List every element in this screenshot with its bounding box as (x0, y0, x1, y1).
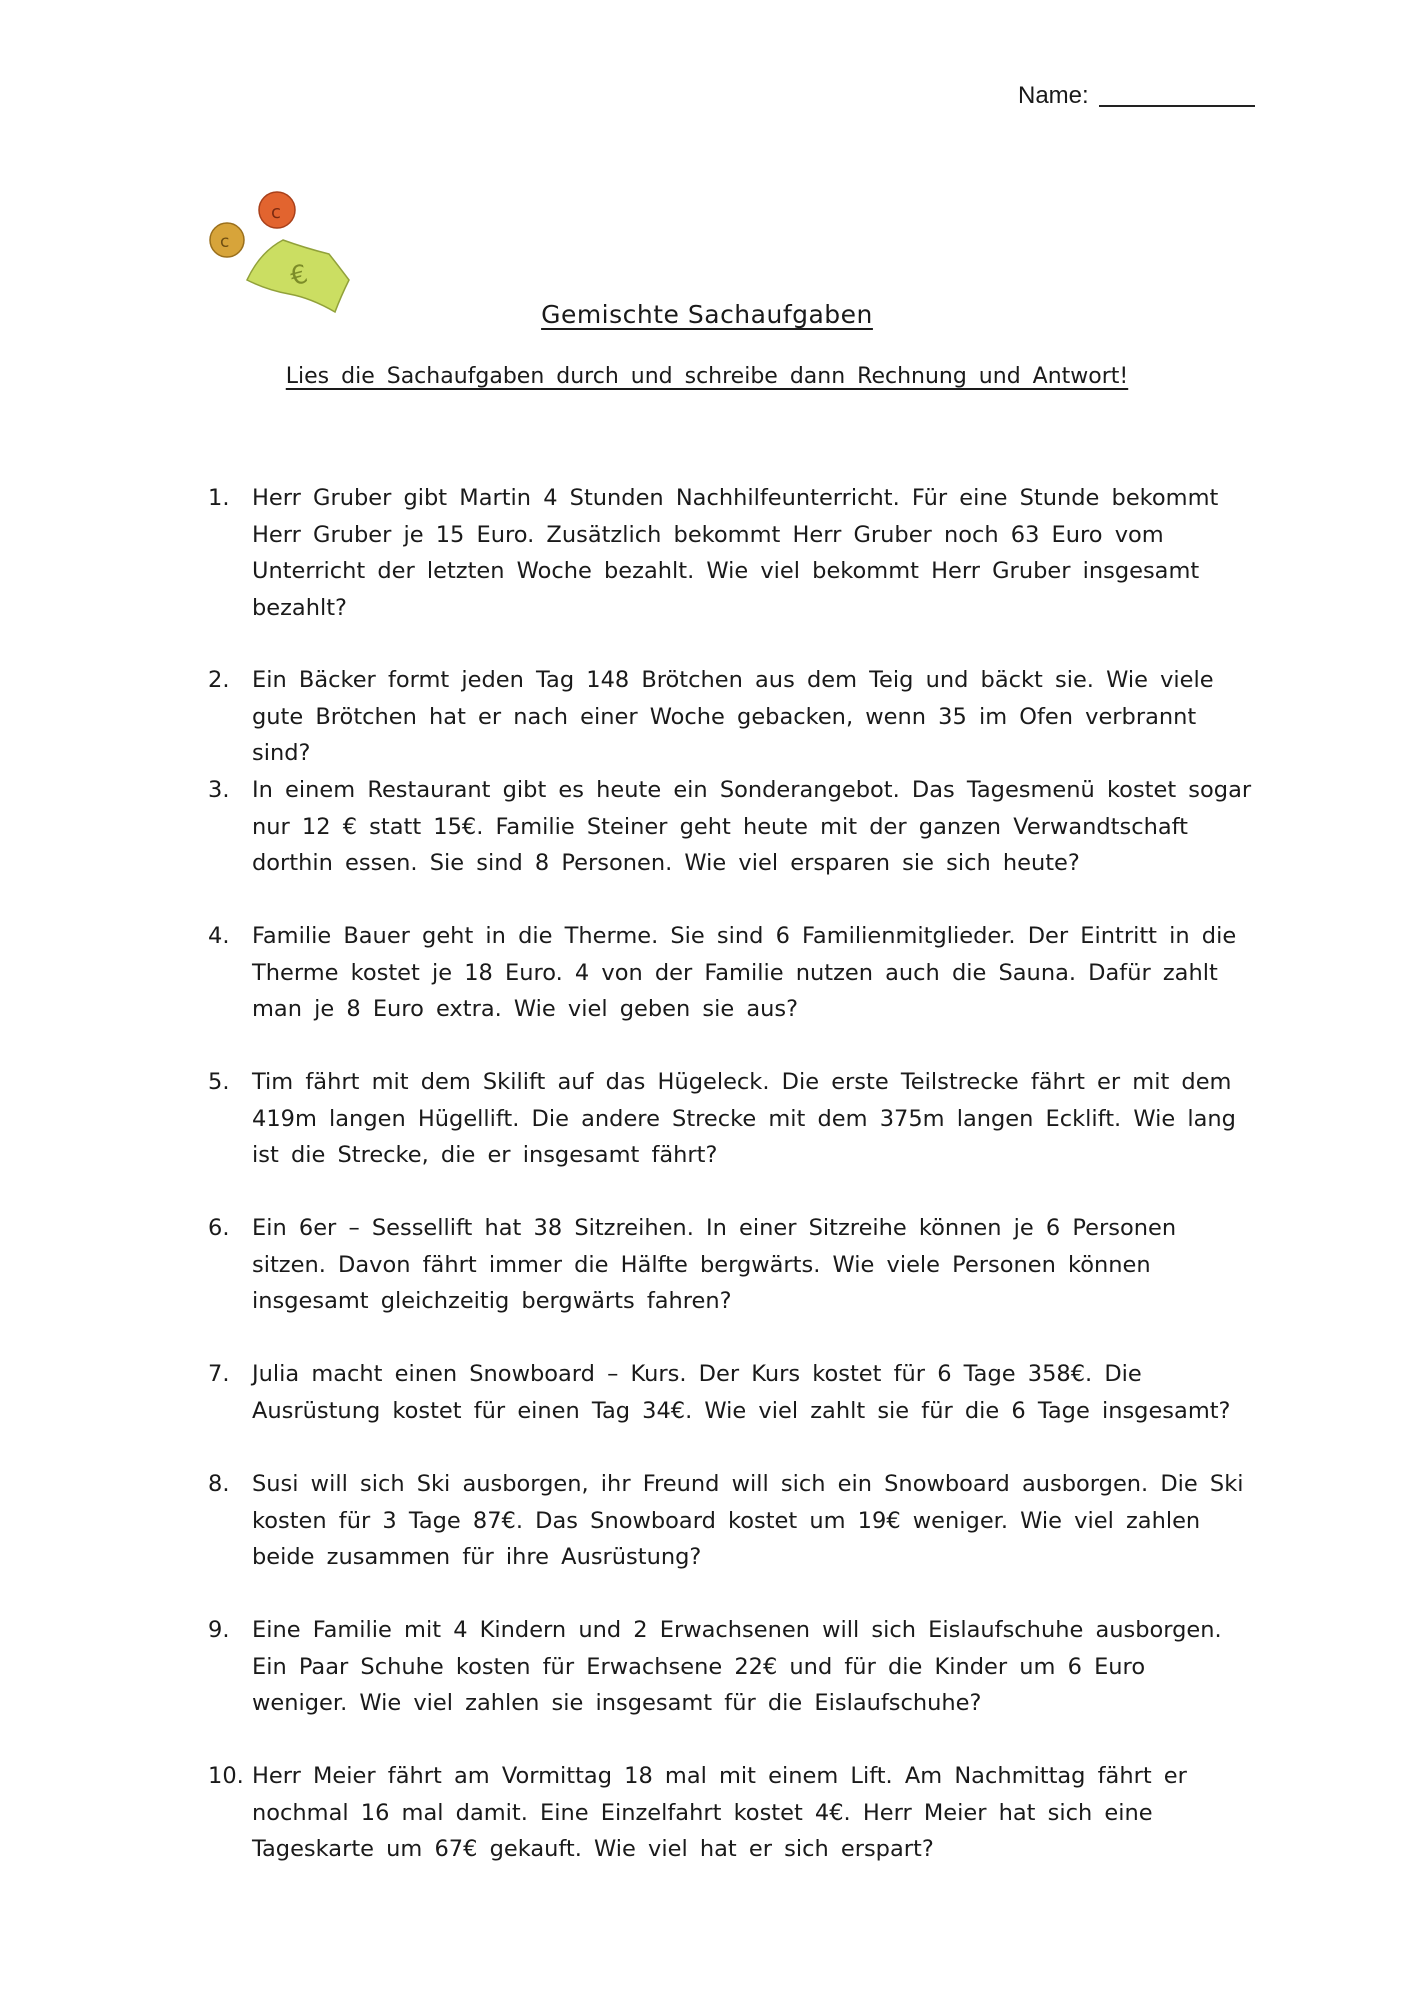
task-text: Herr Meier fährt am Vormittag 18 mal mit einem Lift. Am Nachmittag fährt er nochmal 16 mal damit. Eine Einzelfahrt kostet 4€. Herr Meier hat sich eine Tageskarte um 67€ gekauft. Wie viel hat er sich erspart? (252, 1763, 1187, 1862)
task-number: 8. (208, 1471, 230, 1497)
task-text: Herr Gruber gibt Martin 4 Stunden Nachhilfeunterricht. Für eine Stunde bekommt Herr Gruber je 15 Euro. Zusätzlich bekommt Herr Gruber noch 63 Euro vom Unterricht der letzten Woche bezahlt. Wie viel bekommt Herr Gruber insgesamt bezahlt? (252, 485, 1219, 621)
name-field[interactable] (1018, 82, 1255, 110)
task-number: 6. (208, 1215, 230, 1241)
task-item-5 (208, 1064, 1258, 1174)
task-number: 1. (208, 485, 230, 511)
banknote-euro-glyph: € (287, 259, 311, 293)
task-text: Ein 6er – Sessellift hat 38 Sitzreihen. In einer Sitzreihe können je 6 Personen sitzen. Davon fährt immer die Hälfte bergwärts. Wie viele Personen können insgesamt gleichzeitig bergwärts fahren? (252, 1215, 1177, 1314)
task-text: In einem Restaurant gibt es heute ein Sonderangebot. Das Tagesmenü kostet sogar nur 12 € statt 15€. Familie Steiner geht heute mit der ganzen Verwandtschaft dorthin essen. Sie sind 8 Personen. Wie viel ersparen sie sich heute? (252, 777, 1252, 876)
task-item-3 (208, 772, 1258, 882)
task-number: 3. (208, 777, 230, 803)
task-number: 4. (208, 923, 230, 949)
task-text: Eine Familie mit 4 Kindern und 2 Erwachsenen will sich Eislaufschuhe ausborgen. Ein Paar Schuhe kosten für Erwachsene 22€ und für die Kinder um 6 Euro weniger. Wie viel zahlen sie insgesamt für die Eislaufschuhe? (252, 1617, 1222, 1716)
name-blank-line[interactable] (1099, 105, 1255, 107)
task-item-1 (208, 480, 1258, 626)
task-number: 5. (208, 1069, 230, 1095)
task-item-9 (208, 1612, 1258, 1722)
task-item-4 (208, 918, 1258, 1028)
orange-coin-glyph: c (271, 202, 281, 223)
task-item-8 (208, 1466, 1258, 1576)
task-item-2 (208, 662, 1258, 772)
task-item-10 (208, 1758, 1258, 1868)
task-text: Familie Bauer geht in die Therme. Sie sind 6 Familienmitglieder. Der Eintritt in die Therme kostet je 18 Euro. 4 von der Familie nutzen auch die Sauna. Dafür zahlt man je 8 Euro extra. Wie viel geben sie aus? (252, 923, 1237, 1022)
task-text: Julia macht einen Snowboard – Kurs. Der Kurs kostet für 6 Tage 358€. Die Ausrüstung kostet für einen Tag 34€. Wie viel zahlt sie für die 6 Tage insgesamt? (252, 1361, 1231, 1424)
worksheet-title: Gemischte Sachaufgaben (541, 300, 873, 329)
task-number: 7. (208, 1361, 230, 1387)
task-number: 2. (208, 667, 230, 693)
name-label: Name: (1018, 82, 1089, 109)
task-item-7 (208, 1356, 1258, 1429)
task-number: 9. (208, 1617, 230, 1643)
ochre-coin-glyph: c (220, 232, 230, 252)
coins-and-banknote-icon (205, 188, 365, 318)
task-text: Tim fährt mit dem Skilift auf das Hügeleck. Die erste Teilstrecke fährt er mit dem 419m langen Hügellift. Die andere Strecke mit dem 375m langen Ecklift. Wie lang ist die Strecke, die er insgesamt fährt? (252, 1069, 1236, 1168)
worksheet-instruction: Lies die Sachaufgaben durch und schreibe dann Rechnung und Antwort! (285, 364, 1129, 389)
task-number: 10. (208, 1763, 244, 1789)
task-text: Susi will sich Ski ausborgen, ihr Freund will sich ein Snowboard ausborgen. Die Ski kosten für 3 Tage 87€. Das Snowboard kostet um 19€ weniger. Wie viel zahlen beide zusammen für ihre Ausrüstung? (252, 1471, 1244, 1570)
task-text: Ein Bäcker formt jeden Tag 148 Brötchen aus dem Teig und bäckt sie. Wie viele gute Brötchen hat er nach einer Woche gebacken, wenn 35 im Ofen verbrannt sind? (252, 667, 1214, 766)
task-item-6 (208, 1210, 1258, 1320)
